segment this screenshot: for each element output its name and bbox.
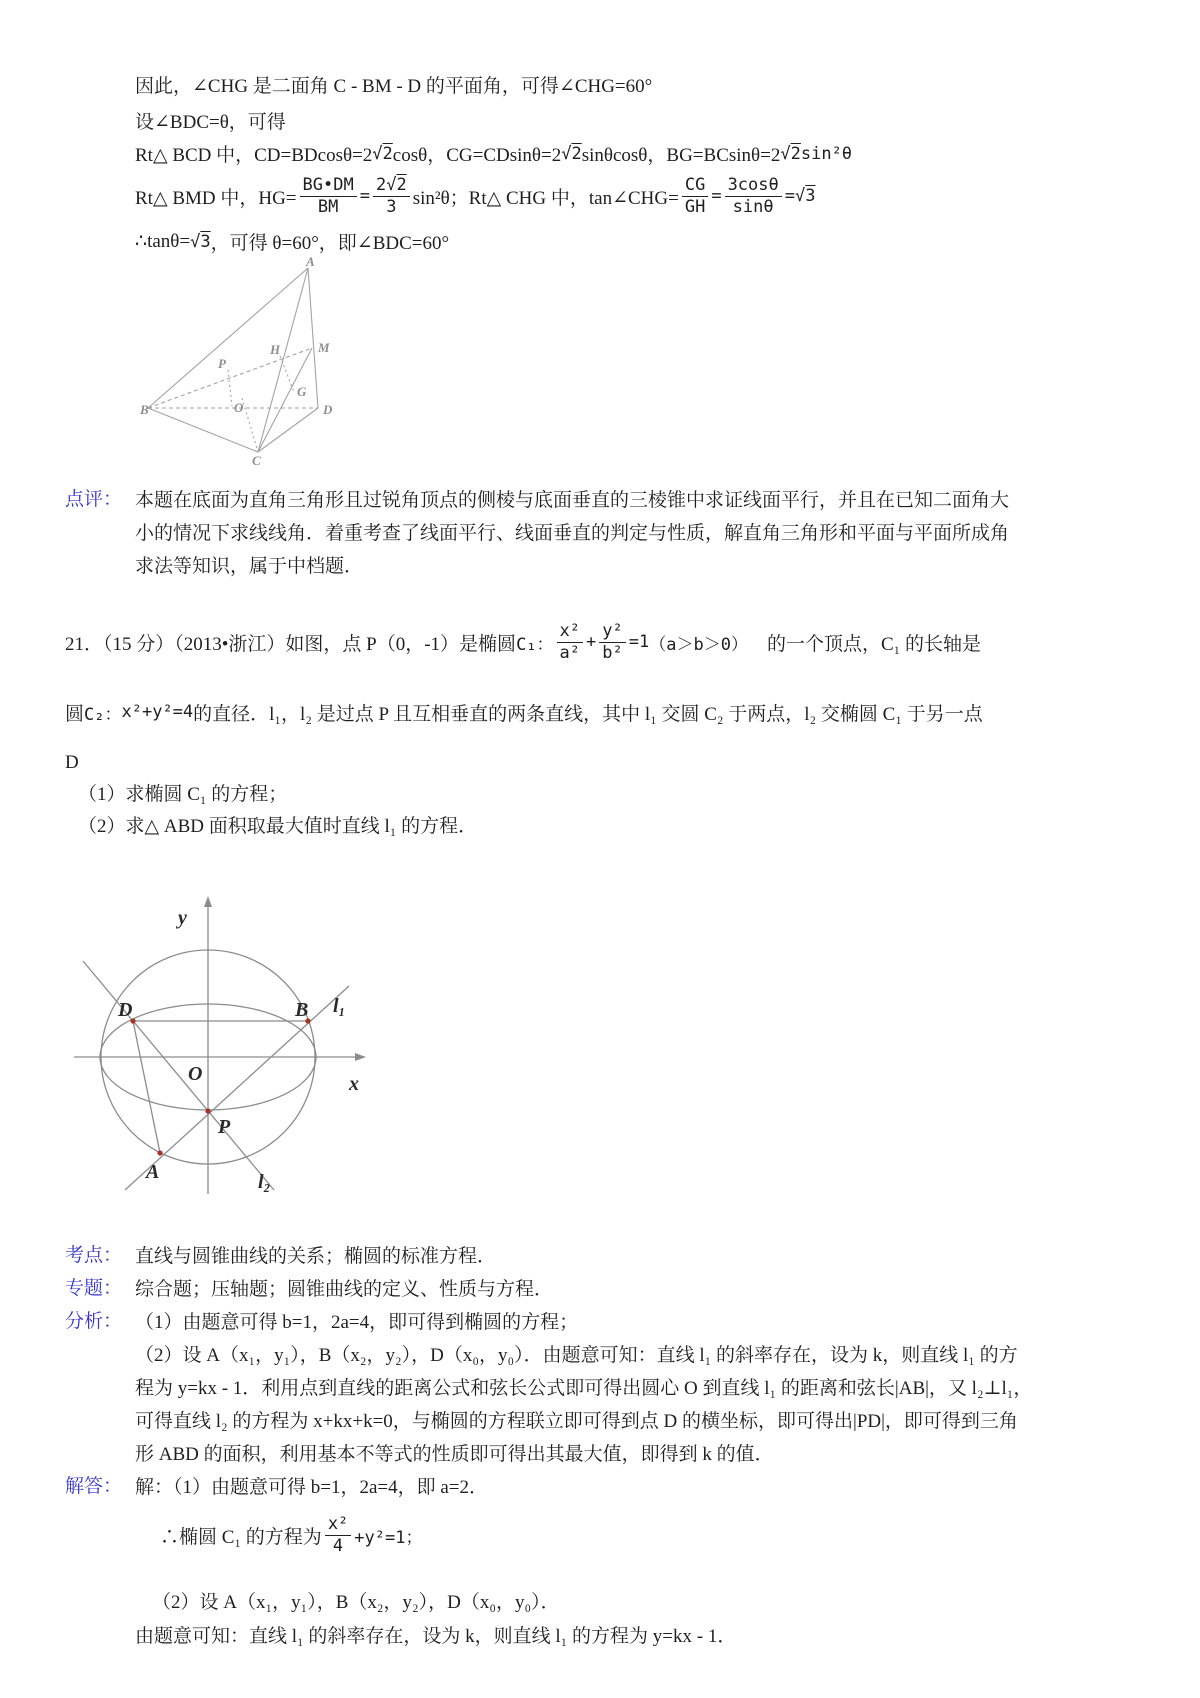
testpoint-text: 直线与圆锥曲线的关系；椭圆的标准方程． — [135, 1246, 497, 1267]
fraction-numerator: 3cosθ — [725, 175, 782, 196]
analysis-p2-line: 程为 y=kx - 1．利用点到直线的距离公式和弦长公式即可得出圆心 O 到直线 l₁ 的距离和弦长|AB|，又 l₂⊥l₁， — [135, 1378, 1033, 1399]
sqrt-icon: √ — [780, 143, 791, 164]
fraction — [557, 621, 583, 663]
fraction-numerator: y² — [599, 621, 625, 642]
topic-label: 专题： — [65, 1278, 123, 1299]
origin-label: O — [188, 1063, 203, 1085]
axis-label-y: y — [178, 907, 187, 929]
curve-name: C₁： — [516, 634, 554, 655]
radicand: 3 — [200, 231, 211, 252]
analysis-p2-line: （2）设 A（x₁，y₁），B（x₂，y₂），D（x₀，y₀）．由题意可知：直线 l₁ 的斜率存在，设为 k，则直线 l₁ 的方 — [135, 1345, 1018, 1366]
math-text: sin²θ — [800, 143, 853, 164]
fraction — [725, 175, 782, 217]
answer-label: 解答： — [65, 1476, 123, 1497]
line-label-l1: l₁ — [333, 995, 346, 1017]
problem-text: 的直径．l₁，l₂ 是过点 P 且互相垂直的两条直线，其中 l₁ 交圆 C₂ 于两点，l₂ 交椭圆 C₁ 于另一点 — [193, 703, 983, 725]
problem-text: 的一个顶点，C₁ 的长轴是 — [747, 633, 982, 655]
equals-sign: = — [359, 186, 370, 206]
fraction — [300, 175, 357, 217]
radicand: 2 — [790, 143, 801, 164]
pyramid-svg — [140, 256, 340, 468]
point-P-dot — [205, 1108, 210, 1113]
line-label-l2: l₂ — [258, 1171, 271, 1193]
pyramid-label-B: B — [140, 402, 149, 417]
problem21-line2 — [65, 690, 983, 734]
condition: （a＞b＞0） — [649, 634, 748, 655]
math-text: ∴tanθ= — [135, 231, 191, 252]
solution20-line2: 设∠BDC=θ，可得 — [135, 112, 286, 133]
answer-p3: （2）设 A（x₁，y₁），B（x₂，y₂），D（x₀，y₀）． — [152, 1592, 560, 1613]
fraction-numerator: BG•DM — [300, 175, 357, 196]
math-text: cosθ，CG=CDsinθ=2 — [392, 145, 562, 166]
pyramid-label-M: M — [318, 340, 330, 355]
problem-text: 21．（15 分）（2013•浙江）如图，点 P（0，-1）是椭圆 — [65, 633, 517, 655]
solution20-line4 — [135, 168, 816, 224]
axis-label-x: x — [349, 1073, 359, 1095]
fraction-denominator: 4 — [332, 1535, 344, 1556]
equals-sign: = — [784, 186, 795, 206]
pyramid-label-A: A — [306, 256, 315, 269]
pyramid-label-G: G — [297, 384, 307, 399]
point-label-P: P — [218, 1116, 231, 1138]
testpoint-label: 考点： — [65, 1245, 123, 1266]
analysis-p2-line: 形 ABD 的面积，利用基本不等式的性质即可得出其最大值，即得到 k 的值． — [135, 1444, 774, 1465]
equals-one: =1 — [628, 632, 650, 652]
pyramid-label-P: P — [218, 356, 226, 371]
fraction — [599, 621, 625, 663]
circle-equation: x²+y²=4 — [121, 702, 194, 722]
comment-line: 求法等知识，属于中档题． — [135, 556, 364, 577]
radicand: 3 — [805, 186, 816, 206]
math-text: ，可得 θ=60°，即∠BDC=60° — [210, 233, 450, 254]
fraction-numerator: x² — [325, 1514, 351, 1535]
fraction — [682, 175, 708, 217]
plus-sign: + — [586, 632, 597, 652]
point-label-B: B — [295, 999, 309, 1021]
problem-text: 圆 — [65, 703, 85, 725]
solution20-line3 — [135, 140, 852, 167]
radicand: 2 — [382, 143, 393, 164]
math-text: sinθcosθ，BG=BCsinθ=2 — [581, 145, 781, 166]
comment-line: 小的情况下求线线角．着重考查了线面平行、线面垂直的判定与性质，解直角三角形和平面与平面所成角 — [135, 523, 1010, 544]
sqrt-icon: √ — [795, 186, 806, 206]
comment-line: 本题在底面为直角三角形且过锐角顶点的侧棱与底面垂直的三棱锥中求证线面平行，并且在已知二面角大 — [135, 490, 1010, 511]
ellipse-svg — [68, 836, 378, 1198]
fraction — [373, 175, 410, 217]
fraction-denominator: sinθ — [732, 196, 774, 217]
equation-tail: +y²=1； — [354, 1527, 423, 1548]
fraction — [325, 1514, 351, 1556]
problem21-question1: （1）求椭圆 C₁ 的方程； — [78, 784, 288, 805]
pyramid-label-D: D — [323, 402, 333, 417]
solution20-line5 — [135, 228, 449, 255]
problem21-line3: D — [65, 752, 79, 773]
analysis-label: 分析： — [65, 1311, 123, 1332]
fraction-numerator: CG — [682, 175, 708, 196]
y-axis-arrow-icon — [204, 896, 212, 907]
answer-p4: 由题意可知：直线 l₁ 的斜率存在，设为 k，则直线 l₁ 的方程为 y=kx - 1． — [135, 1626, 737, 1647]
pyramid-label-H: H — [270, 342, 281, 357]
pyramid-figure — [140, 256, 340, 468]
fraction-denominator: 3 — [386, 196, 397, 217]
problem21-line1 — [65, 606, 981, 678]
sqrt-icon: √ — [386, 175, 397, 196]
math-text: Rt△ BCD 中，CD=BDcosθ=2 — [135, 145, 373, 166]
problem21-question2: （2）求△ ABD 面积取最大值时直线 l₁ 的方程． — [78, 816, 478, 837]
curve-name: C₂： — [84, 704, 122, 725]
sqrt-icon: √ — [190, 231, 201, 252]
fraction-denominator: a² — [559, 642, 581, 663]
pyramid-label-C: C — [252, 453, 261, 468]
point-label-A: A — [146, 1161, 160, 1183]
sqrt-icon: √ — [372, 143, 383, 164]
comment-label: 点评： — [65, 489, 123, 510]
answer-ellipse-equation — [160, 1502, 422, 1568]
x-axis-arrow-icon — [355, 1053, 366, 1061]
point-A-dot — [157, 1150, 162, 1155]
point-label-D: D — [118, 999, 133, 1021]
pyramid-label-O: O — [234, 400, 244, 415]
topic-text: 综合题；压轴题；圆锥曲线的定义、性质与方程． — [135, 1279, 554, 1300]
radicand: 2 — [571, 143, 582, 164]
equals-sign: = — [711, 186, 722, 206]
fraction-numerator: 2√2 — [373, 175, 410, 196]
analysis-p2-line: 可得直线 l₂ 的方程为 x+kx+k=0，与椭圆的方程联立即可得到点 D 的横坐标，即可得出|PD|，即可得到三角 — [135, 1411, 1018, 1432]
analysis-p1: （1）由题意可得 b=1，2a=4，即可得到椭圆的方程； — [135, 1312, 579, 1333]
fraction-numerator: x² — [557, 621, 583, 642]
sqrt-icon: √ — [561, 143, 572, 164]
answer-text: ∴椭圆 C₁ 的方程为 — [160, 1526, 322, 1548]
fraction-denominator: GH — [684, 196, 706, 217]
fraction-denominator: b² — [602, 642, 623, 663]
fraction-denominator: BM — [317, 196, 339, 217]
solution20-line1: 因此，∠CHG 是二面角 C - BM - D 的平面角，可得∠CHG=60° — [135, 76, 653, 97]
ellipse-figure — [68, 836, 378, 1198]
math-text: Rt△ BMD 中，HG= — [135, 187, 297, 209]
answer-p1: 解：（1）由题意可得 b=1，2a=4，即 a=2． — [135, 1477, 489, 1498]
math-text: sin²θ；Rt△ CHG 中，tan∠CHG= — [412, 187, 679, 209]
